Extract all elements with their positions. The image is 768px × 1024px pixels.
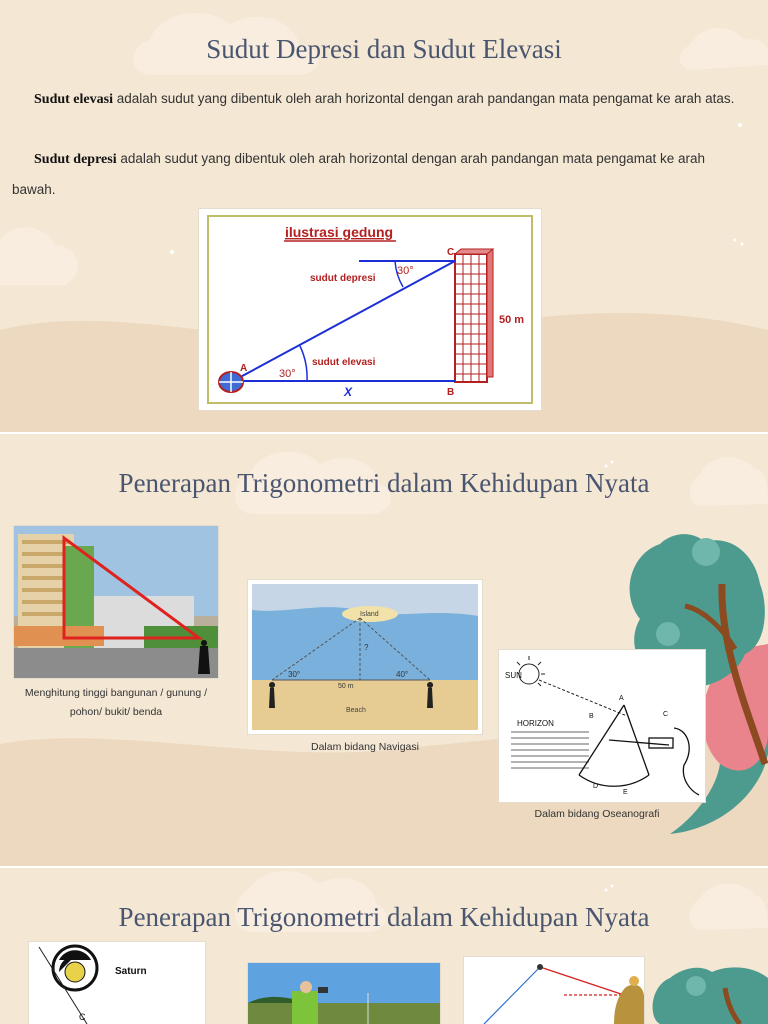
building	[455, 249, 493, 382]
horizon-label: HORIZON	[517, 719, 554, 728]
depression-term: Sudut depresi	[34, 152, 117, 167]
angle-right: 40°	[396, 670, 409, 679]
depression-text: adalah sudut yang dibentuk oleh arah horizontal dengan arah pandangan mata pengamat ke arah bawah.	[12, 151, 706, 197]
building-diagram	[199, 209, 541, 410]
saturn-illustration	[29, 942, 205, 1024]
label-e: E	[623, 789, 628, 796]
diagram-heading: ilustrasi gedung	[284, 224, 394, 240]
distance-label: X	[344, 385, 353, 399]
sun-label: SUN	[505, 671, 522, 680]
sextant-diagram	[499, 650, 705, 802]
saturn-diagram	[29, 942, 205, 1024]
label-c: C	[663, 711, 669, 718]
surveyor-photo	[248, 963, 440, 1024]
height-label: 50 m	[499, 314, 525, 326]
unknown-distance: ?	[364, 643, 369, 652]
point-c-label: C	[447, 247, 455, 258]
elevation-label: sudut elevasi	[312, 357, 376, 368]
angle-diagram-art	[464, 957, 644, 1024]
angle-bottom-label: 30°	[279, 368, 296, 380]
elevation-text: adalah sudut yang dibentuk oleh arah horizontal dengan arah pandangan mata pengamat ke arah atas.	[112, 91, 735, 106]
elevation-term: Sudut elevasi	[34, 92, 113, 107]
saturn-label: Saturn	[115, 966, 147, 977]
caption-building: Menghitung tinggi bangunan / gunung / pohon/ bukit/ benda	[24, 687, 208, 718]
building-photo-art	[14, 526, 218, 678]
building-illustration	[199, 209, 541, 410]
island-label: Island	[360, 611, 379, 618]
label-b: B	[589, 713, 594, 720]
slide-trig-applications	[0, 434, 768, 866]
distance-50: 50 m	[338, 683, 354, 690]
navigation-illustration	[248, 580, 482, 734]
point-a-label: A	[240, 363, 248, 374]
elevation-definition	[12, 84, 747, 115]
tree-decoration	[653, 967, 768, 1024]
sextant-illustration	[499, 650, 705, 802]
point-c-label: C	[79, 1012, 86, 1022]
surveyor-photo-art	[248, 963, 440, 1024]
caption-navigation: Dalam bidang Navigasi	[311, 741, 419, 753]
slide-elevation-depression	[0, 0, 768, 432]
label-a: A	[619, 695, 624, 702]
slide-trig-applications-2	[0, 868, 768, 1024]
depression-definition	[12, 144, 747, 205]
section-title: Penerapan Trigonometri dalam Kehidupan Nyata	[118, 902, 650, 932]
page-title: Sudut Depresi dan Sudut Elevasi	[206, 34, 562, 64]
depression-label: sudut depresi	[310, 273, 376, 284]
section-title: Penerapan Trigonometri dalam Kehidupan Nyata	[118, 468, 650, 498]
angle-left: 30°	[288, 670, 301, 679]
caption-oceanography: Dalam bidang Oseanografi	[534, 808, 660, 820]
angle-diagram	[464, 957, 644, 1024]
angle-top-label: 30°	[397, 265, 414, 277]
label-d: D	[593, 783, 599, 790]
building-photo	[14, 526, 218, 678]
navigation-diagram	[248, 580, 482, 734]
point-b-label: B	[447, 387, 455, 398]
observer-globe	[219, 372, 243, 392]
beach-label: Beach	[346, 707, 366, 714]
